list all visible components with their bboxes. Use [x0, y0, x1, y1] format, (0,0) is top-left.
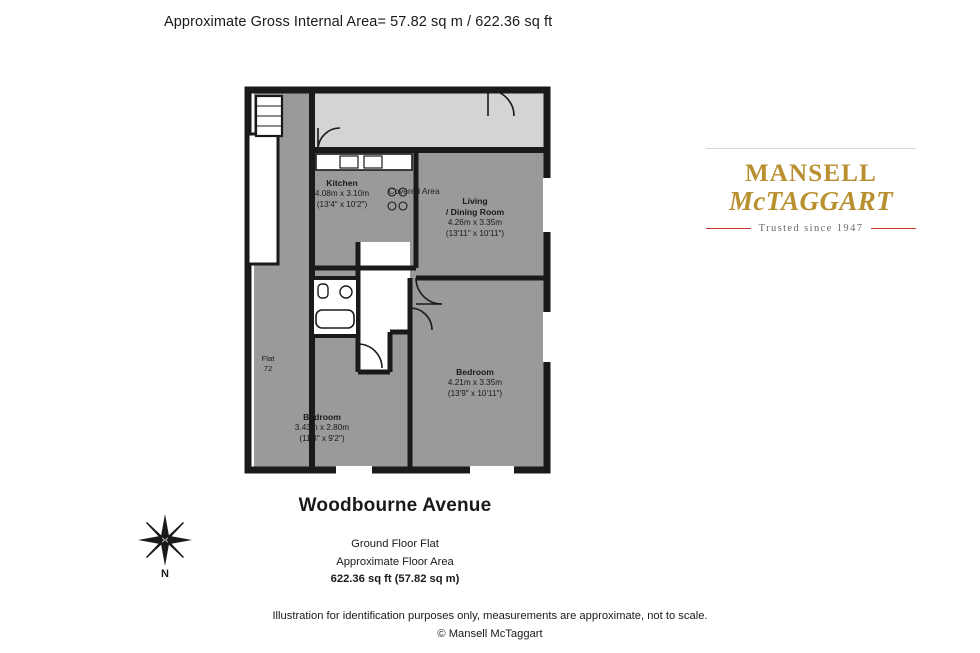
basin-icon	[340, 286, 352, 298]
disclaimer-line-1: Illustration for identification purposes only, measurements are approximate, not to scale.	[272, 610, 708, 622]
room-label-bedroom-1	[415, 367, 535, 399]
living-name: Living	[462, 196, 488, 206]
flat-number-label	[232, 354, 304, 373]
kitchen-name: Kitchen	[326, 178, 358, 188]
brand-logo	[706, 148, 916, 234]
wc-icon	[318, 284, 328, 298]
disclaimer-block	[0, 607, 980, 643]
brand-tagline: Trusted since 1947	[758, 223, 864, 235]
flat-label-line1: Flat	[261, 354, 275, 363]
bedroom1-name: Bedroom	[456, 367, 494, 377]
kitchen-dim-imperial: (13'4" x 10'2")	[316, 199, 368, 209]
bedroom2-dim-imperial: (11'3" x 9'2")	[299, 433, 345, 443]
covered-area-fill	[312, 90, 547, 150]
disclaimer-line-2: © Mansell McTaggart	[437, 628, 543, 641]
living-dim-imperial: (13'11" x 10'11")	[445, 228, 505, 238]
room-label-living	[415, 196, 535, 239]
footer-line-1: Ground Floor Flat	[351, 538, 439, 550]
brand-line-2: McTAGGART	[728, 186, 894, 216]
window-right-upper	[543, 178, 551, 232]
footer-summary	[0, 536, 790, 589]
living-dim-metric: 4.26m x 3.35m	[447, 218, 503, 227]
living-name-2: / Dining Room	[445, 207, 505, 217]
kitchen-sink-icon	[340, 156, 358, 168]
brand-tagline-row	[706, 223, 916, 234]
bedroom2-dim-metric: 3.43m x 2.80m	[294, 423, 350, 432]
brand-rule-right	[871, 228, 916, 229]
kitchen-hob-icon	[364, 156, 382, 168]
window-bottom-left	[336, 466, 372, 474]
room-label-bedroom-2	[262, 412, 382, 444]
page-title: Approximate Gross Internal Area= 57.82 sq m / 622.36 sq ft	[164, 14, 553, 30]
floorplan-drawing	[240, 82, 560, 482]
brand-line-1: MANSELL	[744, 160, 878, 187]
flat-label-line2: 72	[263, 363, 273, 373]
bedroom1-dim-metric: 4.21m x 3.35m	[447, 378, 503, 387]
compass-north-label: N	[161, 568, 169, 580]
bathtub-icon	[316, 310, 354, 328]
street-title: Woodbourne Avenue	[298, 495, 492, 516]
kitchen-dim-metric: 4.08m x 3.10m	[314, 189, 370, 198]
bedroom2-name: Bedroom	[303, 412, 341, 422]
bedroom1-dim-imperial: (13'9" x 10'11")	[447, 388, 503, 398]
window-right	[543, 312, 551, 362]
window-bottom-right	[470, 466, 514, 474]
hall-extra	[390, 278, 410, 332]
footer-line-3: 622.36 sq ft (57.82 sq m)	[330, 573, 460, 586]
left-recess	[248, 134, 278, 264]
room-label-kitchen	[282, 178, 402, 210]
brand-top-rule	[706, 148, 916, 149]
brand-rule-left	[706, 228, 751, 229]
covered-area-label: Covered Area	[388, 186, 440, 196]
footer-line-2: Approximate Floor Area	[336, 555, 454, 568]
